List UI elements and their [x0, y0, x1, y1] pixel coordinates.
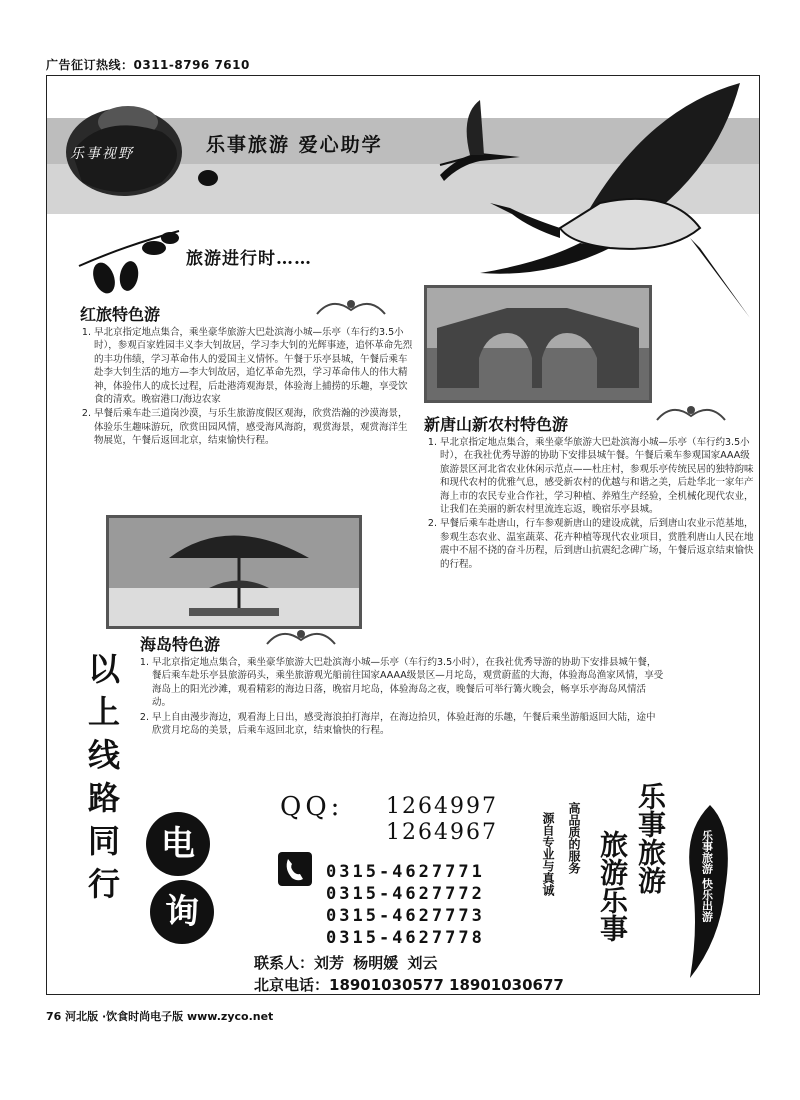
beach-umbrella-image — [109, 518, 359, 626]
new-village-item: 1. 早北京指定地点集合，乘坐豪华旅游大巴赴滨海小城—乐亭（车行约3.5小时），在我社优秀导游的协助下安排县城午餐。午餐后乘车参观国家AAA级旅游景区河北省农业休闲示范点——杜庄村，参观乐亭传统民居的独特韵味和现代农村的优雅气息，感受新农村的优越与和谐之美，后赴华北一家年产海上市的农民专业合作社，学习种植、养殖生产经验，全机械化现代农业，让我们在美丽的新农村里流连忘返，晚宿乐亭县城。 — [440, 436, 758, 516]
ornament-icon — [652, 400, 730, 428]
island-tour-item: 1. 早北京指定地点集合，乘坐豪华旅游大巴赴滨海小城—乐亭（车行约3.5小时），在我社优秀导游的协助下安排县城午餐，餐后乘车赴乐亭县旅游码头，乘坐旅游观光船前往国家AAAA级景区—月坨岛，观赏蔚蓝的大海，体验海岛渔家风情，享受海岛上的阳光沙滩，观看精彩的海边日落，晚宿月坨岛，体验海岛之夜，晚餐后可举行篝火晚会，畅享乐亭海岛风情活动。 — [152, 656, 664, 710]
banner-slogan: 乐事旅游 爱心助学 — [206, 134, 383, 156]
arch-gate-image — [427, 288, 649, 400]
island-tour-item: 2. 早上自由漫步海边，观看海上日出，感受海浪拍打海岸，在海边拾贝，体验赶海的乐趣，午餐后乘坐游船返回大陆，途中欣赏月坨岛的美景，后乘车返回北京，结束愉快的行程。 — [152, 711, 664, 738]
slogan-professional: 源自专业与真诚 — [541, 812, 555, 896]
red-tour-item: 1. 早北京指定地点集合，乘坐豪华旅游大巴赴滨海小城—乐亭（车行约3.5小时），参观百家姓园丰义李大钊故居，学习李大钊的光辉事迹，追怀革命先烈的丰功伟绩，学习革命伟人的爱国主义情怀。午餐于乐亭县城，午餐后乘车赴李大钊生活的地方—李大钊故居，追忆革命先烈，学习革命伟人的伟大精神，体验伟人的成长过程，后赴港湾观海景，体验海上捕捞的乐趣，享受饮食的清欢。晚宿港口/海边农家 — [94, 326, 414, 406]
new-village-item: 2. 早餐后乘车赴唐山，行车参观新唐山的建设成就，后到唐山农业示范基地，参观生态农业、温室蔬菜、花卉种植等现代农业项目，赏胜利唐山人民在地震中不屈不挠的奋斗历程，后到唐山抗震纪念碑广场，午餐后返京结束愉快的行程。 — [440, 517, 758, 571]
ink-blot-icon — [196, 168, 220, 188]
qq-number: 1264997 — [386, 794, 498, 819]
ornament-icon — [312, 294, 390, 322]
brush-text: 乐事旅游 快乐出游 — [700, 830, 714, 922]
red-tour-item: 2. 早餐后乘车赴三道岗沙漠，与乐生旅游度假区观海，欣赏浩瀚的沙漠海景，体验乐生趣味游玩，欣赏田园风情，感受海风海韵，观赏海景，观赏海洋生物展览，午餐后返回北京，结束愉快行程。 — [94, 407, 414, 447]
island-tour-list — [136, 656, 664, 738]
page-footer: 76 河北版 ·饮食时尚电子版 www.zyco.net — [46, 1010, 274, 1023]
slogan-quality-service: 高品质的服务 — [567, 802, 581, 874]
inquiry-circle-2: 询 — [150, 880, 214, 944]
ornament-icon — [262, 624, 340, 652]
tourism-subtitle: 旅游进行时…… — [186, 249, 312, 269]
phone-icon — [278, 852, 312, 886]
phone-number: 0315-4627778 — [326, 928, 485, 948]
photo-beach-umbrellas — [106, 515, 362, 629]
phone-number: 0315-4627772 — [326, 884, 485, 904]
phone-number: 0315-4627773 — [326, 906, 485, 926]
big-slogan-2: 旅游乐事 — [596, 830, 629, 942]
qq-number: 1264967 — [386, 820, 498, 845]
red-tour-list — [78, 326, 414, 449]
phone-number: 0315-4627771 — [326, 862, 485, 882]
inquiry-circle-1: 电 — [146, 812, 210, 876]
section-title-red-tour: 红旅特色游 — [80, 305, 161, 324]
big-slogan-1: 乐事旅游 — [634, 782, 667, 894]
qq-label: QQ: — [280, 792, 344, 822]
section-title-new-village: 新唐山新农村特色游 — [424, 415, 569, 434]
ad-hotline: 广告征订热线：0311-8796 7610 — [46, 58, 250, 72]
brush-stroke-calligraphy — [670, 800, 744, 980]
section-title-island: 海岛特色游 — [140, 635, 221, 654]
same-route-vertical-text: 以上线路同行 — [87, 650, 120, 903]
new-village-list — [424, 436, 758, 572]
beijing-phones: 北京电话：18901030577 18901030677 — [254, 976, 564, 994]
leaf-branch-icon — [74, 226, 182, 296]
contact-persons: 联系人：刘芳 杨明媛 刘云 — [254, 954, 438, 972]
photo-village-arch — [424, 285, 652, 403]
seal-text: 乐事视野 — [70, 146, 134, 162]
